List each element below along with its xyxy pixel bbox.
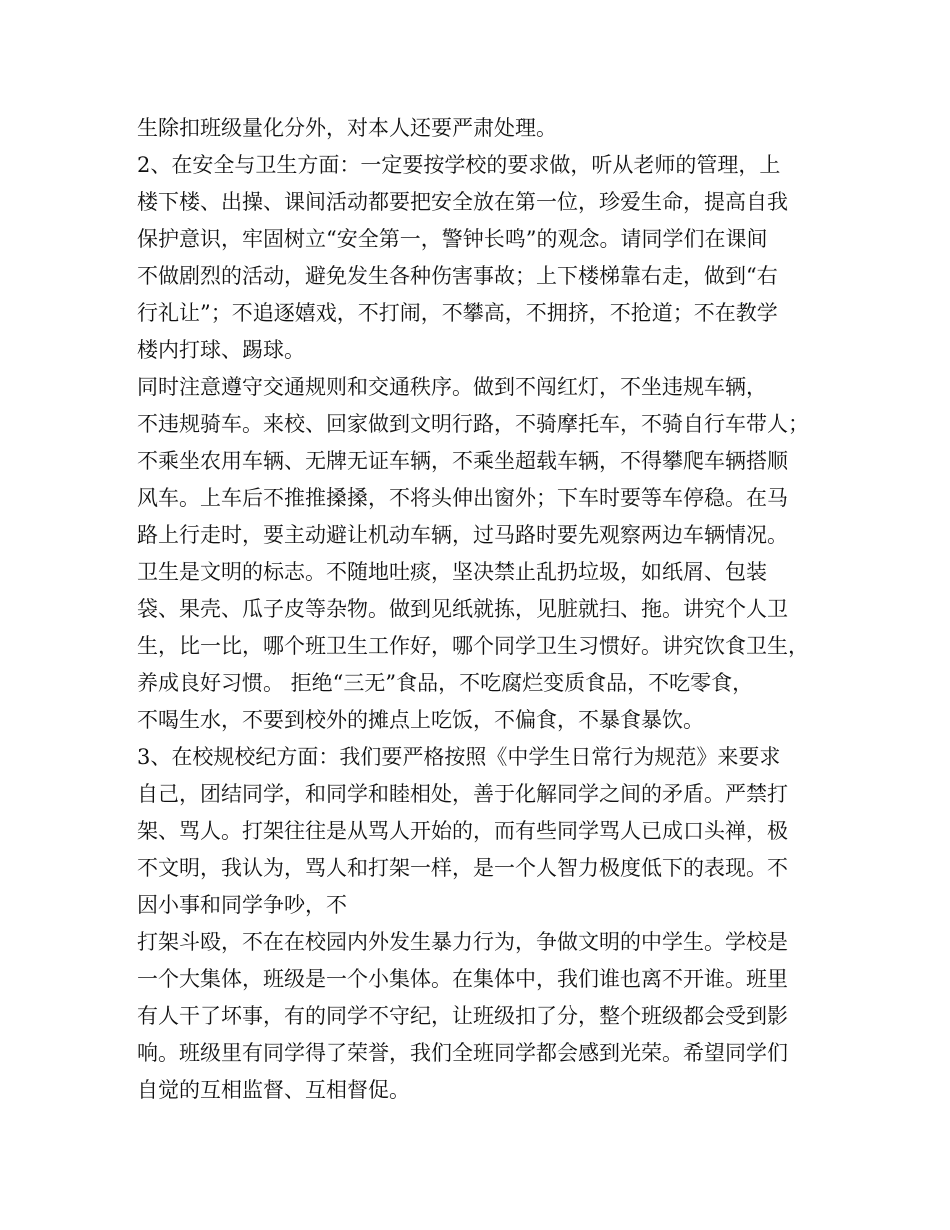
text-line: 自己，团结同学，和同学和睦相处，善于化解同学之间的矛盾。严禁打 (137, 782, 788, 806)
text-line: 行礼让”；不追逐嬉戏，不打闹，不攀高，不拥挤，不抢道；不在教学 (137, 301, 778, 325)
text-line: 生除扣班级量化分外，对本人还要严肃处理。 (137, 116, 557, 140)
text-line: 不做剧烈的活动，避免发生各种伤害事故；上下楼梯靠右走，做到“右 (137, 264, 778, 288)
text-line: 楼下楼、出操、课间活动都要把安全放在第一位，珍爱生命，提高自我 (137, 190, 788, 214)
text-line: 因小事和同学争吵，不 (137, 893, 347, 917)
text-line: 不喝生水，不要到校外的摊点上吃饭，不偏食，不暴食暴饮。 (137, 708, 704, 732)
text-line: 同时注意遵守交通规则和交通秩序。做到不闯红灯，不坐违规车辆， (137, 375, 767, 399)
text-line: 自觉的互相监督、互相督促。 (137, 1078, 410, 1102)
text-line: 响。班级里有同学得了荣誉，我们全班同学都会感到光荣。希望同学们 (137, 1041, 788, 1065)
text-line: 不文明，我认为，骂人和打架一样，是一个人智力极度低下的表现。不 (137, 856, 788, 880)
text-line: 不乘坐农用车辆、无牌无证车辆，不乘坐超载车辆，不得攀爬车辆搭顺 (137, 449, 788, 473)
text-line: 养成良好习惯。 拒绝“三无”食品，不吃腐烂变质食品，不吃零食， (137, 671, 754, 695)
text-line: 楼内打球、踢球。 (137, 338, 305, 362)
text-line: 3、在校规校纪方面：我们要严格按照《中学生日常行为规范》来要求 (137, 745, 781, 769)
text-line: 打架斗殴，不在在校园内外发生暴力行为，争做文明的中学生。学校是 (137, 930, 788, 954)
text-line: 架、骂人。打架往往是从骂人开始的，而有些同学骂人已成口头禅，极 (137, 819, 788, 843)
text-line: 2、在安全与卫生方面：一定要按学校的要求做，听从老师的管理，上 (137, 153, 781, 177)
text-line: 袋、果壳、瓜子皮等杂物。做到见纸就拣，见脏就扫、拖。讲究个人卫 (137, 597, 788, 621)
text-line: 有人干了坏事，有的同学不守纪，让班级扣了分，整个班级都会受到影 (137, 1004, 788, 1028)
document-body (137, 110, 827, 1109)
text-line: 路上行走时，要主动避让机动车辆，过马路时要先观察两边车辆情况。 (137, 523, 788, 547)
text-line: 生，比一比，哪个班卫生工作好，哪个同学卫生习惯好。讲究饮食卫生， (137, 634, 809, 658)
text-line: 风车。上车后不推推搡搡，不将头伸出窗外；下车时要等车停稳。在马 (137, 486, 788, 510)
text-line: 不违规骑车。来校、回家做到文明行路，不骑摩托车，不骑自行车带人； (137, 412, 809, 436)
text-line: 保护意识，牢固树立“安全第一，警钟长鸣”的观念。请同学们在课间 (137, 227, 768, 251)
text-line: 一个大集体，班级是一个小集体。在集体中，我们谁也离不开谁。班里 (137, 967, 788, 991)
text-line: 卫生是文明的标志。不随地吐痰，坚决禁止乱扔垃圾，如纸屑、包装 (137, 560, 767, 584)
